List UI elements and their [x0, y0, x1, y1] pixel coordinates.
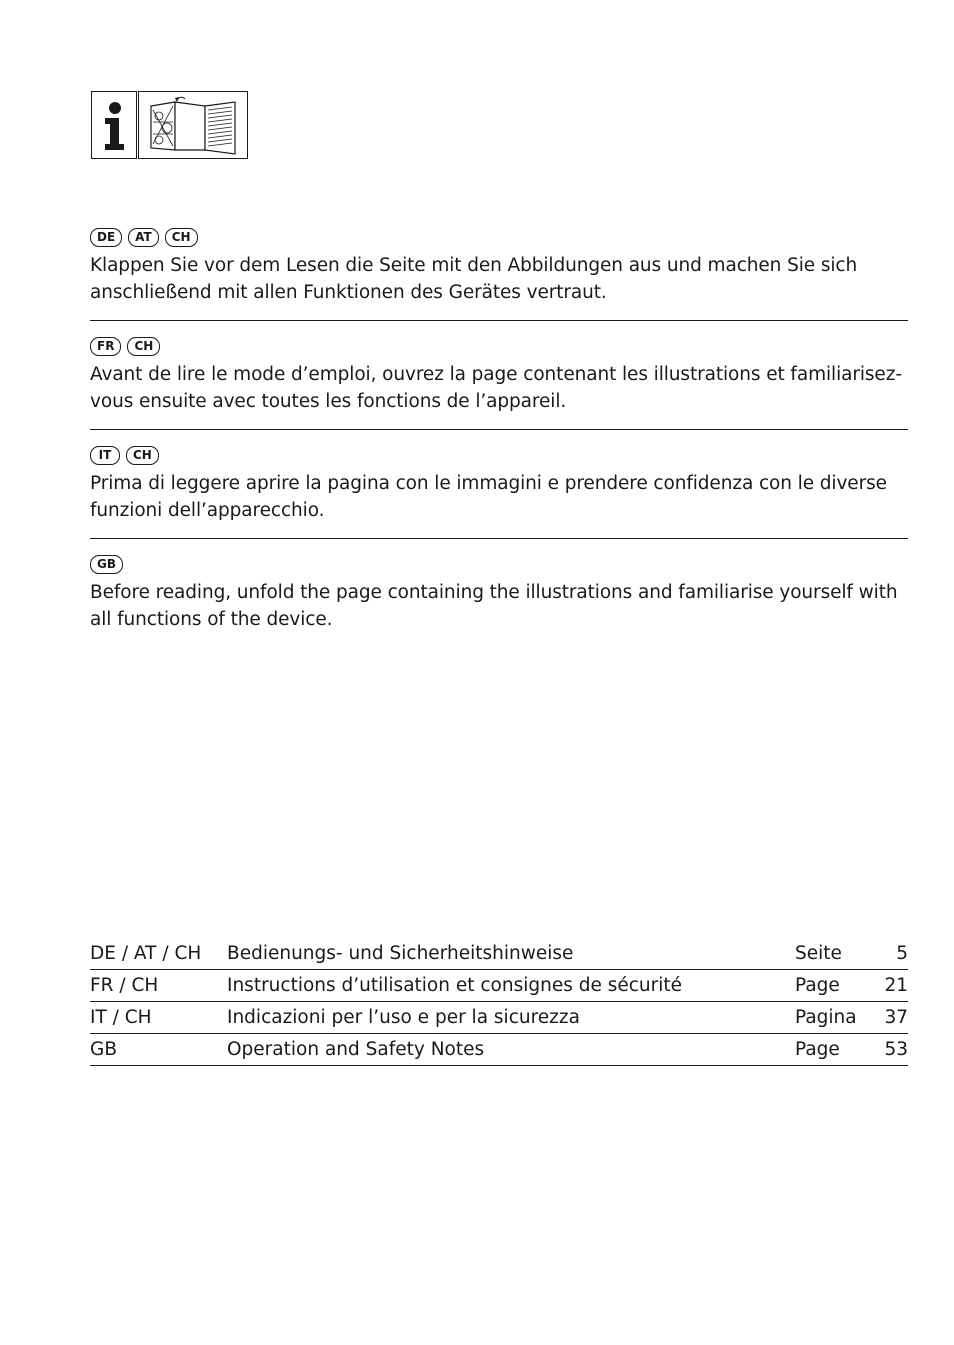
country-badge-ch: CH — [127, 337, 160, 356]
section-divider — [90, 538, 908, 539]
toc-page-number: 37 — [875, 1002, 908, 1034]
country-badges — [90, 444, 908, 466]
instruction-text: Klappen Sie vor dem Lesen die Seite mit den Abbildungen aus und machen Sie sich anschließend mit allen Funktionen des Gerätes vertraut. — [90, 255, 858, 303]
country-badge-fr: FR — [90, 337, 121, 356]
toc-page-word: Page — [795, 970, 875, 1002]
instruction-section-gb — [90, 553, 908, 633]
info-icon — [91, 91, 137, 159]
toc-country: FR / CH — [90, 970, 227, 1002]
toc-label: Indicazioni per l’uso e per la sicurezza — [227, 1002, 795, 1034]
country-badge-gb: GB — [90, 555, 123, 574]
section-divider — [90, 320, 908, 321]
section-divider — [90, 429, 908, 430]
country-badge-ch: CH — [126, 446, 159, 465]
toc-country: IT / CH — [90, 1002, 227, 1034]
instruction-section-it — [90, 444, 908, 524]
toc-row[interactable] — [90, 970, 908, 1002]
toc-label: Bedienungs- und Sicherheitshinweise — [227, 938, 795, 970]
toc-page-number: 21 — [875, 970, 908, 1002]
country-badges — [90, 553, 908, 575]
toc-label: Operation and Safety Notes — [227, 1034, 795, 1066]
instruction-section-de — [90, 226, 908, 306]
toc-page-number: 5 — [875, 938, 908, 970]
toc-page-word: Pagina — [795, 1002, 875, 1034]
country-badge-it: IT — [90, 446, 120, 465]
country-badges — [90, 335, 908, 357]
toc-row[interactable] — [90, 938, 908, 970]
toc-page-word: Page — [795, 1034, 875, 1066]
fold-out-page-icon — [138, 91, 248, 159]
table-of-contents — [90, 938, 908, 1066]
toc-row[interactable] — [90, 1034, 908, 1066]
toc-country: GB — [90, 1034, 227, 1066]
toc-label: Instructions d’utilisation et consignes de sécurité — [227, 970, 795, 1002]
instruction-section-fr — [90, 335, 908, 415]
instruction-text: Prima di leggere aprire la pagina con le immagini e prendere confidenza con le diverse funzioni dell’apparecchio. — [90, 473, 887, 521]
country-badge-ch: CH — [165, 228, 198, 247]
toc-row[interactable] — [90, 1002, 908, 1034]
country-badges — [90, 226, 908, 248]
country-badge-at: AT — [128, 228, 159, 247]
toc-page-number: 53 — [875, 1034, 908, 1066]
toc-page-word: Seite — [795, 938, 875, 970]
instruction-text: Before reading, unfold the page containing the illustrations and familiarise yourself with all functions of the device. — [90, 582, 898, 630]
instruction-text: Avant de lire le mode d’emploi, ouvrez la page contenant les illustrations et familiarisez-vous ensuite avec toutes les fonctions de l’appareil. — [90, 364, 902, 412]
toc-country: DE / AT / CH — [90, 938, 227, 970]
country-badge-de: DE — [90, 228, 122, 247]
